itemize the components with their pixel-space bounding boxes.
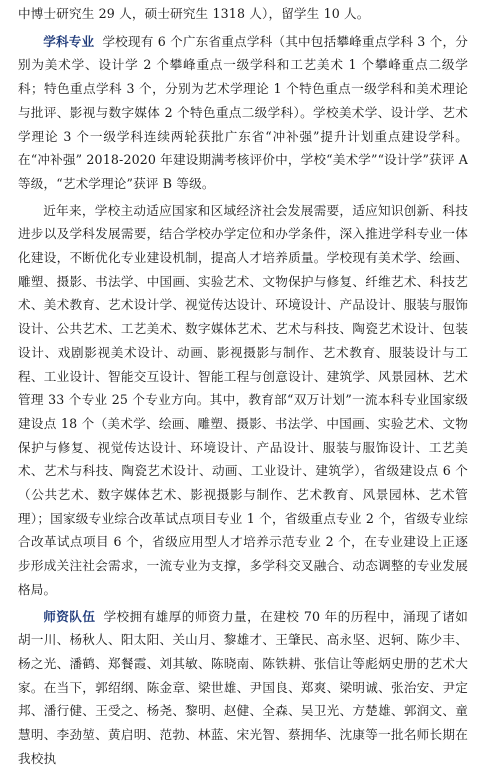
discipline-body: 学校现有 6 个广东省重点学科（其中包括攀峰重点学科 3 个，分别为美术学、设计学 2 个攀峰重点一级学科和工艺美术 1 个攀峰重点二级学科；特色重点学科 3 个，分别为艺术学理论 1 个特色重点一级学科和美术理论与批评、影视与数字媒体 2 个特色重点二级学科）。学校美术学、设计学、艺术学理论 3 个一级学科连续两轮获批广东省“冲补强”提升计划重点建设学科。在“冲补强” 2018-2020 年建设期满考核评价中，学校“美术学”“设计学”获评 A 等级，“艺术学理论”获评 B 等级。 [18, 33, 468, 191]
discipline-heading: 学科专业 [43, 33, 95, 49]
faculty-paragraph [18, 605, 468, 771]
discipline-paragraph [18, 30, 468, 196]
faculty-heading: 师资队伍 [43, 608, 96, 624]
faculty-body: 学校拥有雄厚的师资力量，在建校 70 年的历程中，涌现了诸如胡一川、杨秋人、阳太阳、关山月、黎雄才、王肇民、高永坚、迟轲、陈少丰、杨之光、潘鹤、郑餐霞、刘其敏、陈晓南、陈铁耕、张信让等彪炳史册的艺术大家。在当下，郭绍纲、陈金章、梁世雄、尹国良、郑爽、梁明诚、张治安、尹定邦、潘行健、王受之、杨尧、黎明、赵健、全森、吴卫光、方楚雄、郭润文、童慧明、李劲堃、黄启明、范勃、林蓝、宋光智、蔡拥华、沈康等一批名师长期在我校执 [18, 608, 468, 766]
continued-text-line: 中博士研究生 29 人，硕士研究生 1318 人），留学生 10 人。 [18, 6, 370, 21]
major-paragraph: 近年来，学校主动适应国家和区域经济社会发展需要，适应知识创新、科技进步以及学科发展需要，结合学校办学定位和办学条件，深入推进学科专业一体化建设，不断优化专业建设机制，提高人才培养质量。学校现有美术学、绘画、雕塑、摄影、书法学、中国画、实验艺术、文物保护与修复、纤维艺术、科技艺术、美术教育、艺术设计学、视觉传达设计、环境设计、产品设计、服装与服饰设计、公共艺术、工艺美术、数字媒体艺术、艺术与科技、陶瓷艺术设计、包装设计、戏剧影视美术设计、动画、影视摄影与制作、艺术教育、服装设计与工程、工业设计、智能交互设计、智能工程与创意设计、建筑学、风景园林、艺术管理 33 个专业 25 个专业方向。其中，教育部“双万计划”一流本科专业国家级建设点 18 个（美术学、绘画、雕塑、摄影、书法学、中国画、实验艺术、文物保护与修复、视觉传达设计、环境设计、产品设计、服装与服饰设计、工艺美术、艺术与科技、陶瓷艺术设计、动画、工业设计、建筑学），省级建设点 6 个（公共艺术、数字媒体艺术、影视摄影与制作、艺术教育、风景园林、艺术管理）；国家级专业综合改革试点项目专业 1 个，省级重点专业 2 个，省级专业综合改革试点项目 6 个，省级应用型人才培养示范专业 2 个，在专业建设上正逐步形成关注社会需求，一流专业为支撑，多学科交叉融合、动态调整的专业发展格局。 [18, 202, 468, 597]
